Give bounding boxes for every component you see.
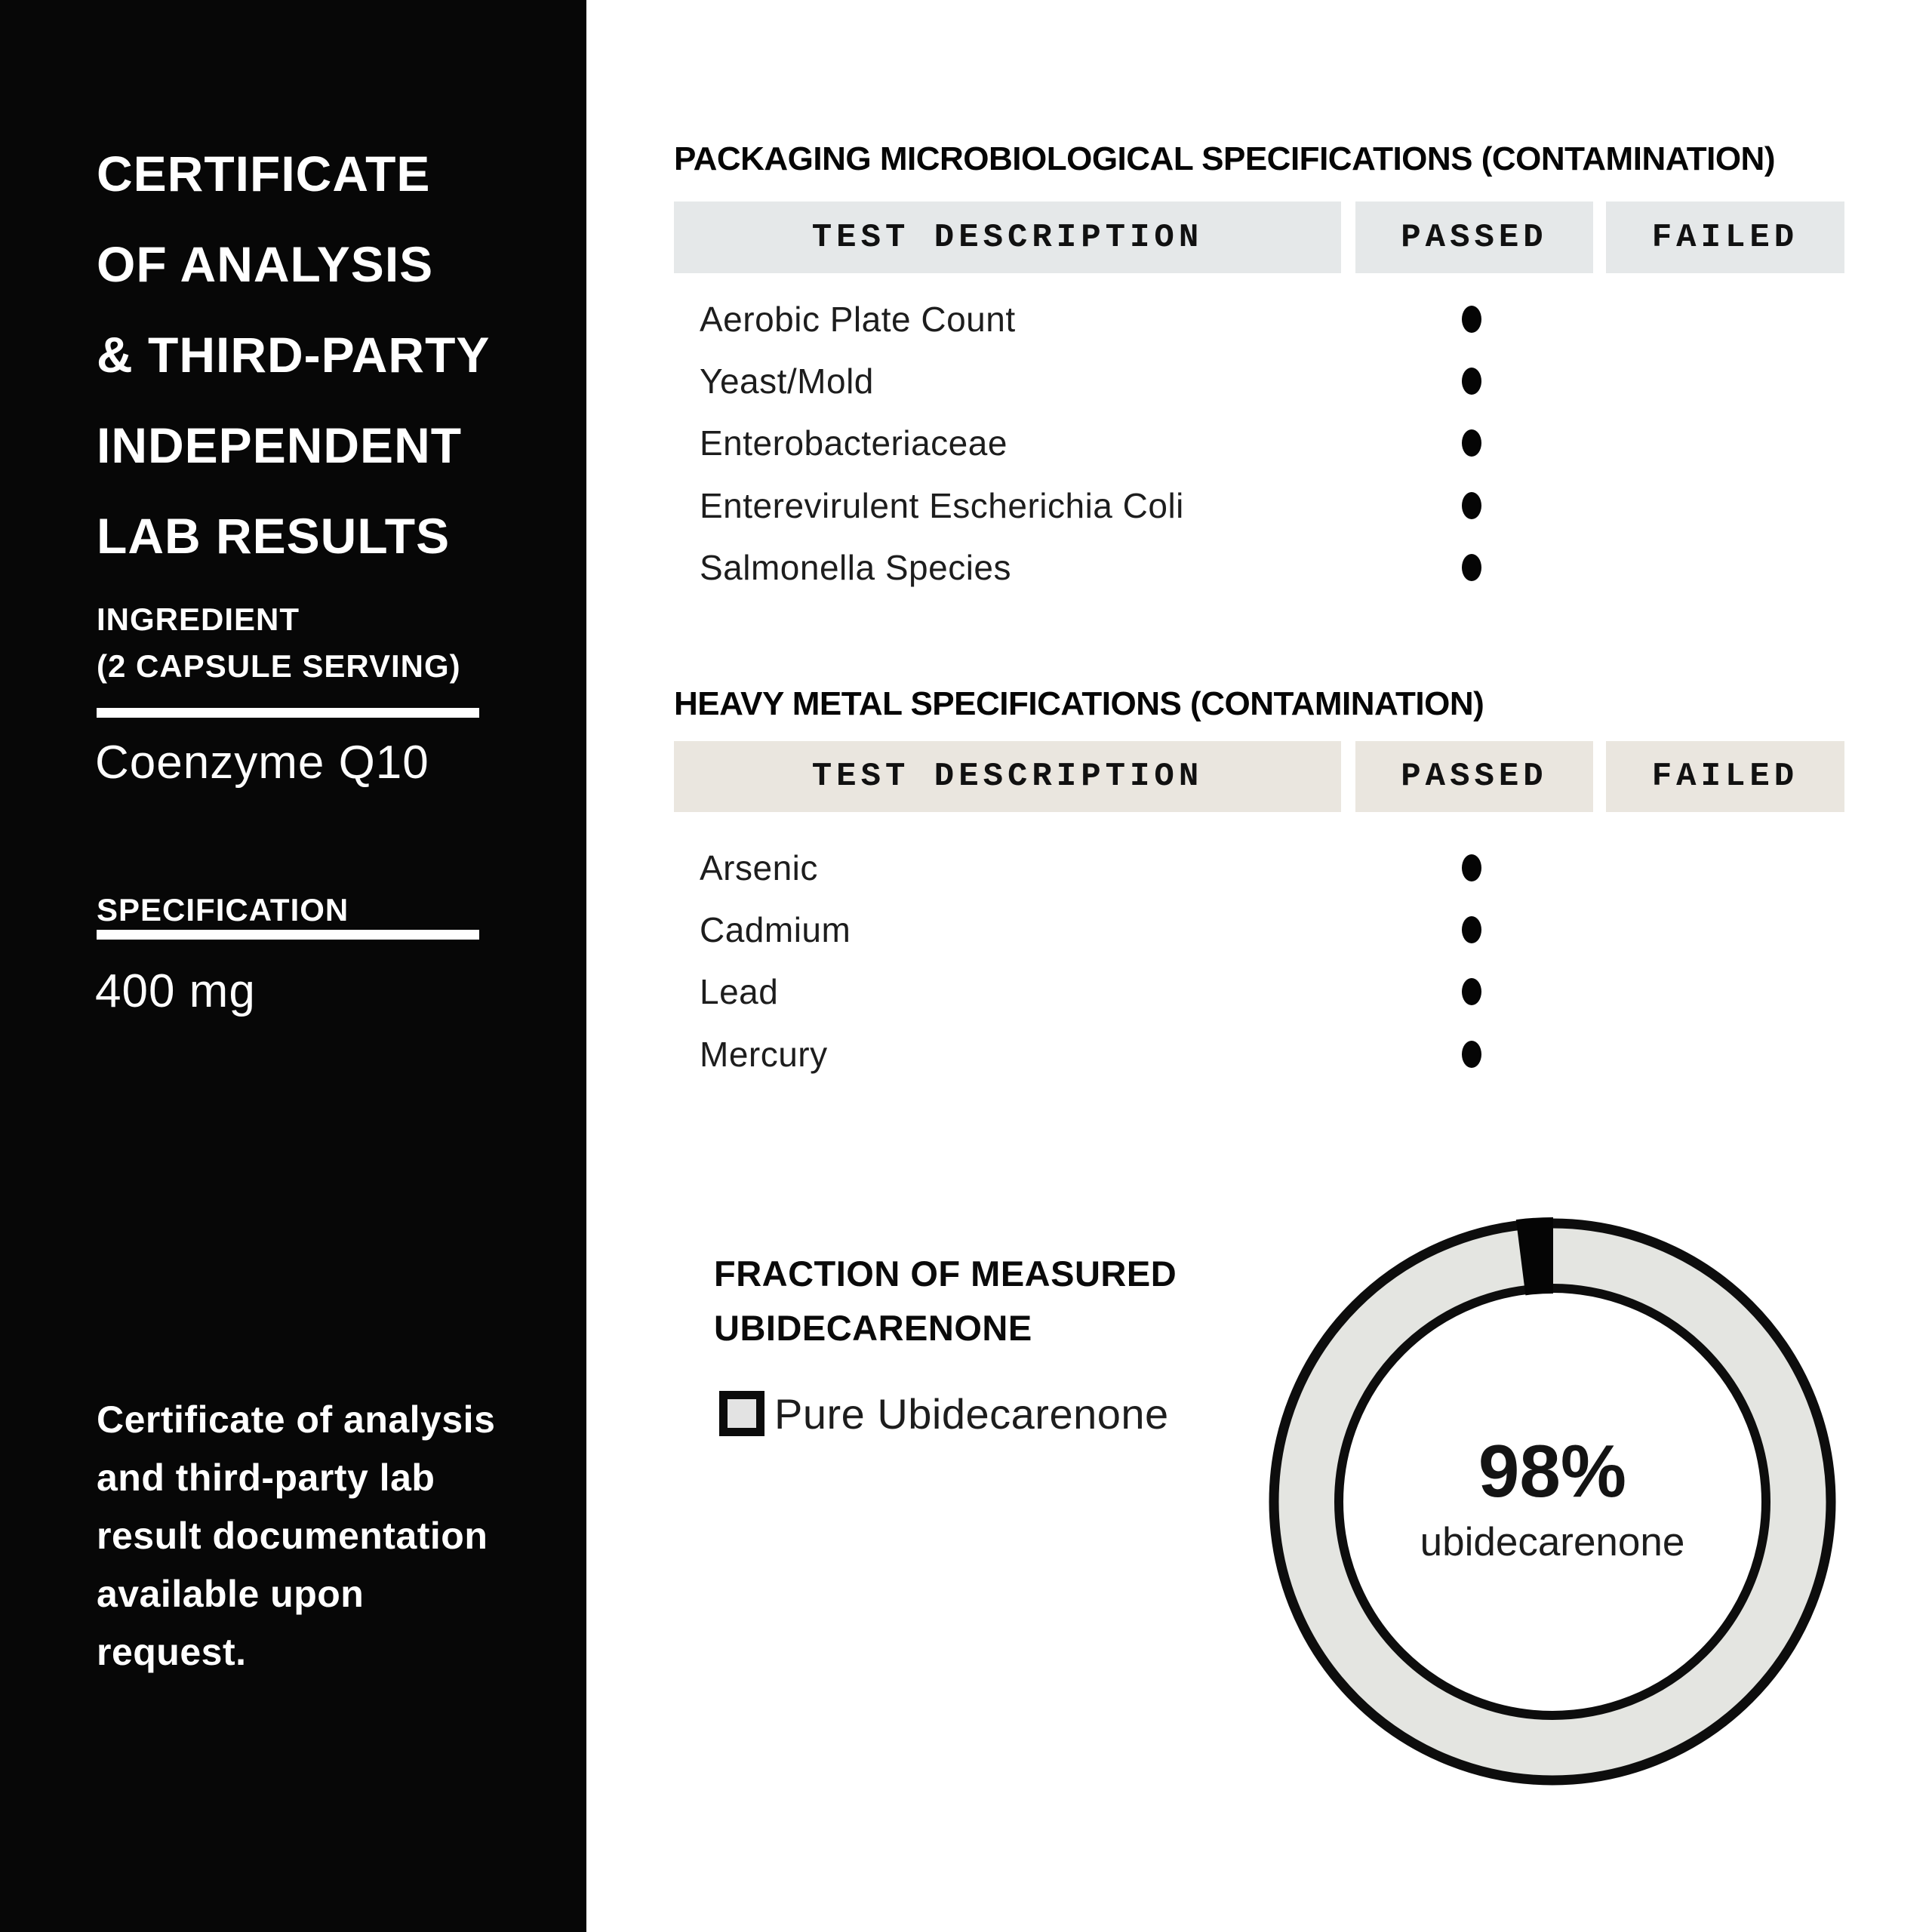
availability-note-line: Certificate of analysis (97, 1398, 496, 1441)
micro-column-header-test-description: TEST DESCRIPTION (674, 202, 1341, 273)
passed-dot (1462, 492, 1481, 519)
specification-value: 400 mg (95, 965, 256, 1017)
test-name: Yeast/Mold (700, 361, 874, 401)
specification-label-line: SPECIFICATION (97, 892, 349, 928)
table-row (674, 961, 1844, 1023)
passed-dot (1462, 916, 1481, 943)
test-name: Mercury (700, 1035, 828, 1074)
test-name: Arsenic (700, 848, 818, 888)
test-name: Cadmium (700, 910, 851, 949)
test-name: Lead (700, 972, 779, 1011)
table-row (674, 350, 1844, 412)
table-row (674, 537, 1844, 598)
passed-dot (1462, 368, 1481, 395)
passed-dot (1462, 429, 1481, 457)
table-row (674, 412, 1844, 474)
ingredient-value: Coenzyme Q10 (95, 737, 429, 789)
test-name: Enterobacteriaceae (700, 423, 1008, 463)
table-row (674, 837, 1844, 899)
heavy-column-header-passed: PASSED (1355, 741, 1593, 812)
table-row (674, 1023, 1844, 1085)
donut-center-value: 98% (1478, 1429, 1627, 1512)
heavy-column-header-test-description: TEST DESCRIPTION (674, 741, 1341, 812)
passed-dot (1462, 306, 1481, 333)
micro-table-heading: PACKAGING MICROBIOLOGICAL SPECIFICATIONS (CONTAMINATION) (674, 140, 1775, 177)
table-row (674, 288, 1844, 350)
table-row (674, 899, 1844, 961)
sidebar (0, 0, 586, 1932)
page-title (97, 128, 490, 581)
passed-dot (1462, 554, 1481, 581)
page-title-line: CERTIFICATE (97, 146, 431, 202)
fraction-heading-line: UBIDECARENONE (714, 1308, 1032, 1348)
availability-note-line: and third-party lab (97, 1457, 435, 1499)
page-title-line: OF ANALYSIS (97, 236, 434, 292)
passed-dot (1462, 854, 1481, 881)
ingredient-label-line: INGREDIENT (97, 601, 300, 637)
availability-note (97, 1391, 495, 1681)
fraction-heading-line: FRACTION OF MEASURED (714, 1254, 1177, 1294)
heavy-table-heading: HEAVY METAL SPECIFICATIONS (CONTAMINATION) (674, 685, 1484, 722)
divider-rule (97, 930, 479, 940)
availability-note-line: available upon (97, 1573, 365, 1615)
availability-note-line: result documentation (97, 1515, 488, 1557)
passed-dot (1462, 1041, 1481, 1068)
specification-label (97, 887, 349, 934)
divider-rule (97, 708, 479, 718)
heavy-column-header-failed: FAILED (1606, 741, 1844, 812)
micro-column-header-failed: FAILED (1606, 202, 1844, 273)
donut-chart-svg (1254, 1204, 1850, 1800)
availability-note-line: request. (97, 1631, 247, 1673)
legend-swatch (719, 1391, 764, 1436)
legend-label: Pure Ubidecarenone (774, 1389, 1169, 1438)
ingredient-label-line: (2 CAPSULE SERVING) (97, 648, 461, 684)
ingredient-label (97, 596, 461, 690)
micro-column-header-passed: PASSED (1355, 202, 1593, 273)
fraction-section-heading (714, 1247, 1177, 1355)
test-name: Aerobic Plate Count (700, 300, 1016, 339)
table-row (674, 475, 1844, 537)
test-name: Salmonella Species (700, 548, 1012, 587)
donut-center-label: ubidecarenone (1420, 1520, 1685, 1564)
passed-dot (1462, 978, 1481, 1005)
donut-chart (1254, 1204, 1850, 1800)
page-title-line: INDEPENDENT (97, 417, 463, 473)
test-name: Enterevirulent Escherichia Coli (700, 486, 1184, 525)
page-title-line: & THIRD-PARTY (97, 327, 491, 383)
page-title-line: LAB RESULTS (97, 508, 451, 564)
